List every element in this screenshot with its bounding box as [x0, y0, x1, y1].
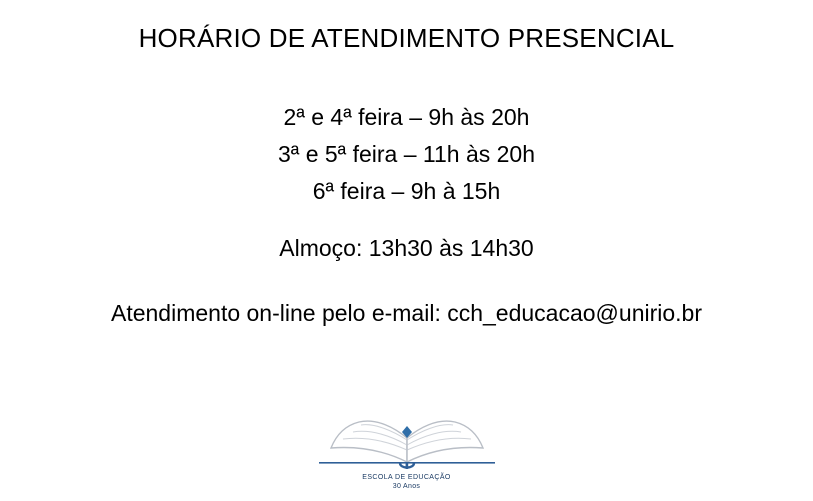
logo-text [362, 473, 451, 491]
page-title: HORÁRIO DE ATENDIMENTO PRESENCIAL [138, 23, 675, 53]
online-contact-line: Atendimento on-line pelo e-mail: cch_educacao@unirio.br [110, 299, 702, 326]
spacer [0, 267, 813, 295]
spacer [0, 210, 813, 230]
schedule-line: 3ª e 5ª feira – 11h às 20h [278, 140, 535, 167]
schedule-line: 6ª feira – 9h à 15h [312, 177, 501, 204]
open-book-icon [309, 416, 505, 472]
document-page [0, 24, 813, 501]
logo [0, 416, 813, 491]
logo-text-line2: 30 Anos [392, 483, 421, 490]
logo-text-line1: ESCOLA DE EDUCAÇÃO [362, 474, 451, 481]
schedule-line: 2ª e 4ª feira – 9h às 20h [283, 103, 530, 130]
schedule-block [0, 99, 813, 332]
lunch-line: Almoço: 13h30 às 14h30 [279, 234, 534, 261]
